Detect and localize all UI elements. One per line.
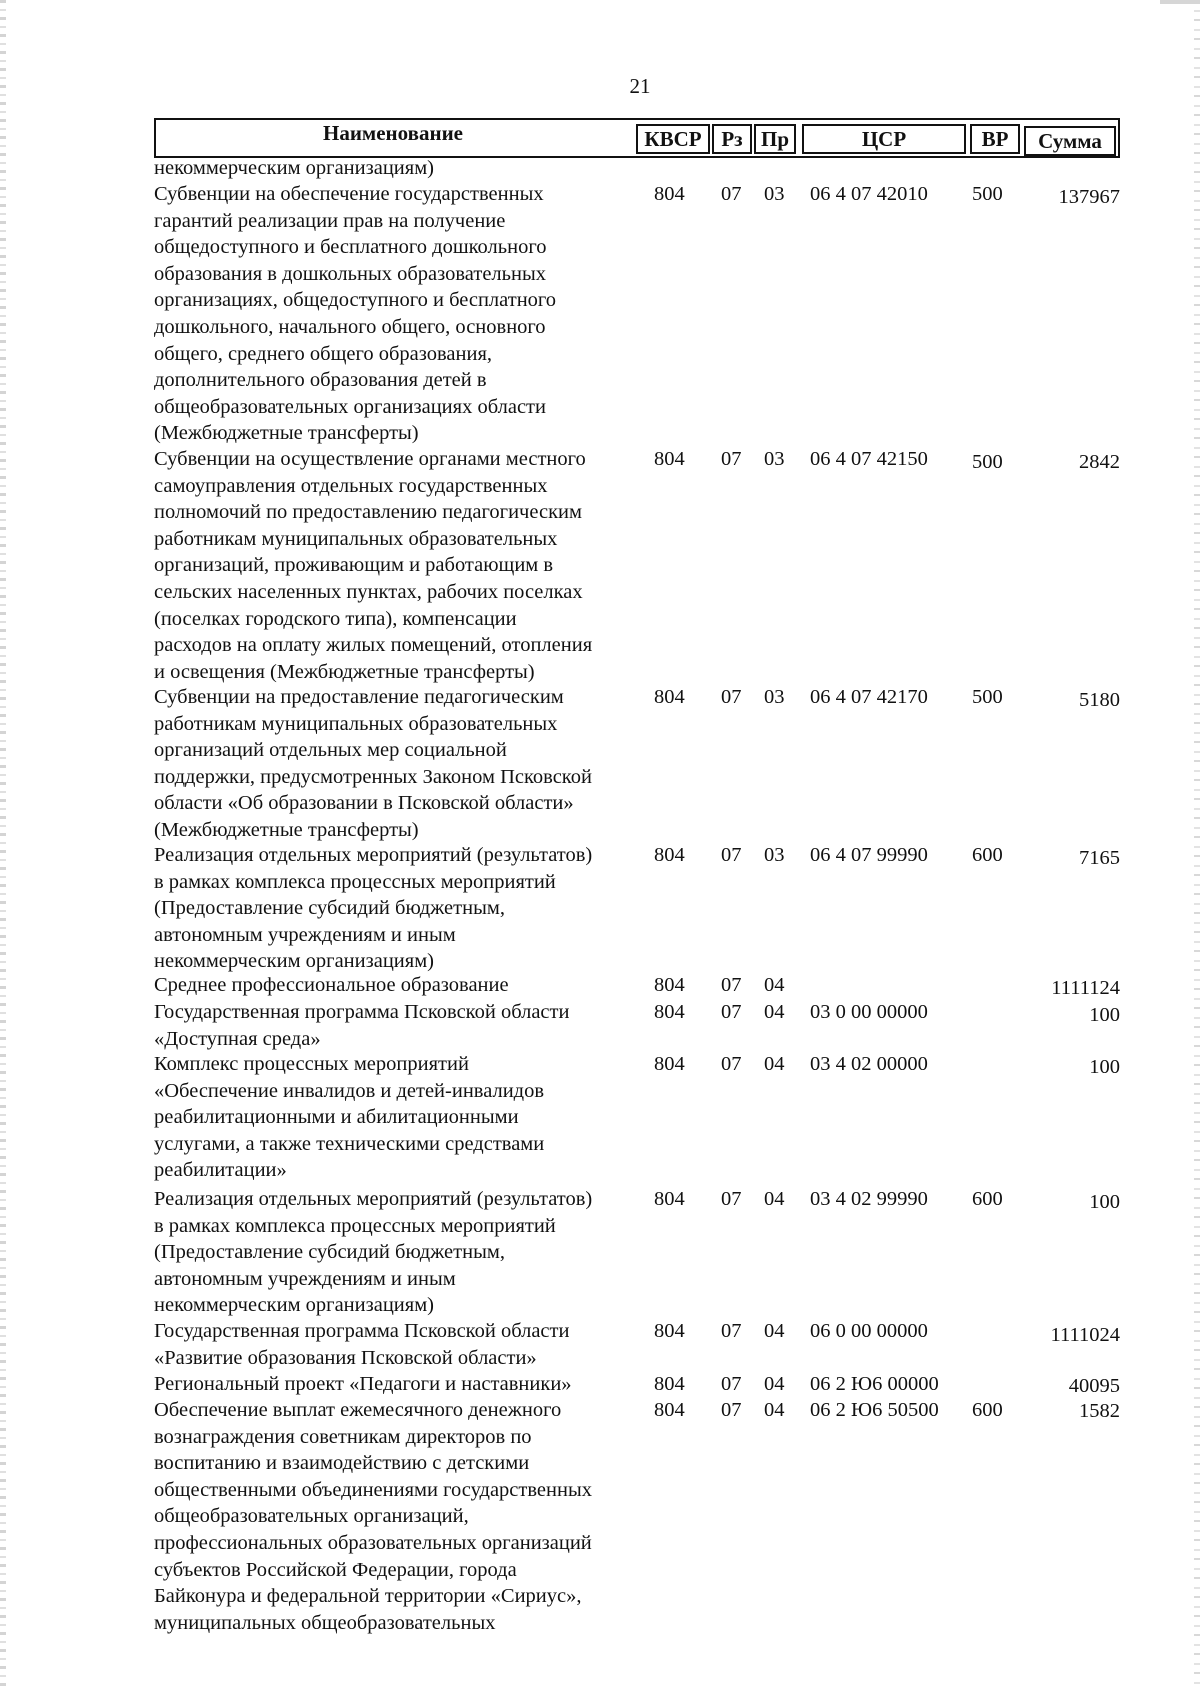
row-pr: 04 <box>764 1373 785 1395</box>
row-name: Реализация отдельных мероприятий (результатов) в рамках комплекса процессных мероприятий (Предоставление субсидий бюджетным, автономным учреждениям и иным некоммерческим организациям) <box>154 1188 593 1317</box>
header-csr: ЦСР <box>802 124 966 154</box>
row-kvsr: 804 <box>654 974 685 996</box>
row-sum: 2842 <box>1079 451 1120 473</box>
row-sum: 100 <box>1089 1056 1120 1078</box>
row-csr: 06 2 Ю6 00000 <box>810 1373 939 1395</box>
row-sum: 40095 <box>1068 1375 1120 1397</box>
row-sum: 5180 <box>1079 689 1120 711</box>
row-csr: 06 4 07 42170 <box>810 686 928 708</box>
row-csr: 06 4 07 99990 <box>810 844 928 866</box>
row-kvsr: 804 <box>654 1053 685 1075</box>
row-name: некоммерческим организациям) <box>154 157 434 179</box>
row-pr: 04 <box>764 1320 785 1342</box>
row-rz: 07 <box>721 183 742 205</box>
header-sum: Сумма <box>1024 126 1116 156</box>
row-kvsr: 804 <box>654 183 685 205</box>
row-kvsr: 804 <box>654 1373 685 1395</box>
row-sum: 7165 <box>1079 847 1120 869</box>
row-sum: 100 <box>1089 1004 1120 1026</box>
row-pr: 03 <box>764 844 785 866</box>
row-rz: 07 <box>721 974 742 996</box>
header-name: Наименование <box>323 121 463 145</box>
row-rz: 07 <box>721 1399 742 1421</box>
row-name: Субвенции на осуществление органами местного самоуправления отдельных государственных полномочий по предоставлению педагогическим работникам муниципальных образовательных организаций, проживающим и работающим в сельских населенных пунктах, рабочих поселках (поселках городского типа), компенсации расходов на оплату жилых помещений, отопления и освещения (Межбюджетные трансферты) <box>154 448 593 683</box>
scan-edge-left <box>0 0 6 1686</box>
page-number: 21 <box>629 74 651 98</box>
header-pr: Пр <box>754 124 796 154</box>
row-vr: 600 <box>972 1399 1003 1421</box>
row-name: Субвенции на обеспечение государственных гарантий реализации прав на получение общедоступного и бесплатного дошкольного образования в дошкольных образовательных организациях, общедоступного и бесплатного дошкольного, начального общего, основного общего, среднего общего образования, дополнительного образования детей в общеобразовательных организациях области (Межбюджетные трансферты) <box>154 183 557 445</box>
row-csr: 06 4 07 42150 <box>810 448 928 470</box>
row-sum: 1111024 <box>1050 1324 1120 1346</box>
header-rz: Рз <box>712 124 752 154</box>
row-rz: 07 <box>721 686 742 708</box>
row-rz: 07 <box>721 1001 742 1023</box>
row-rz: 07 <box>721 1373 742 1395</box>
row-name: Среднее профессиональное образование <box>154 974 509 996</box>
row-csr: 06 0 00 00000 <box>810 1320 928 1342</box>
row-rz: 07 <box>721 448 742 470</box>
row-rz: 07 <box>721 844 742 866</box>
row-vr: 500 <box>972 451 1003 473</box>
row-name: Обеспечение выплат ежемесячного денежного вознаграждения советникам директоров по воспитанию и взаимодействию с детскими общественными объединениями государственных общеобразовательных организаций, профессиональных образовательных организаций субъектов Российской Федерации, города Байконура и федеральной территории «Сириус», муниципальных общеобразовательных <box>154 1399 592 1634</box>
row-sum: 100 <box>1089 1191 1120 1213</box>
row-csr: 03 0 00 00000 <box>810 1001 928 1023</box>
row-pr: 03 <box>764 448 785 470</box>
row-name: Государственная программа Псковской области «Развитие образования Псковской области» <box>154 1320 570 1369</box>
row-kvsr: 804 <box>654 1188 685 1210</box>
row-kvsr: 804 <box>654 1001 685 1023</box>
row-vr: 500 <box>972 686 1003 708</box>
row-vr: 500 <box>972 183 1003 205</box>
row-pr: 03 <box>764 686 785 708</box>
row-rz: 07 <box>721 1320 742 1342</box>
row-name: Государственная программа Псковской области «Доступная среда» <box>154 1001 570 1050</box>
row-name: Комплекс процессных мероприятий «Обеспечение инвалидов и детей-инвалидов реабилитационными и абилитационными услугами, а также техническими средствами реабилитации» <box>154 1053 545 1182</box>
header-vr: ВР <box>970 124 1020 154</box>
row-name: Региональный проект «Педагоги и наставники» <box>154 1373 572 1395</box>
row-csr: 06 4 07 42010 <box>810 183 928 205</box>
row-csr: 03 4 02 99990 <box>810 1188 928 1210</box>
scan-edge-top <box>1160 0 1200 4</box>
row-csr: 03 4 02 00000 <box>810 1053 928 1075</box>
row-sum: 1582 <box>1079 1400 1120 1422</box>
row-name: Субвенции на предоставление педагогическим работникам муниципальных образовательных организаций отдельных мер социальной поддержки, предусмотренных Законом Псковской области «Об образовании в Псковской области» (Межбюджетные трансферты) <box>154 686 592 841</box>
row-kvsr: 804 <box>654 686 685 708</box>
row-vr: 600 <box>972 844 1003 866</box>
row-kvsr: 804 <box>654 448 685 470</box>
row-sum: 1111124 <box>1051 977 1120 999</box>
row-csr: 06 2 Ю6 50500 <box>810 1399 939 1421</box>
row-kvsr: 804 <box>654 1399 685 1421</box>
row-rz: 07 <box>721 1188 742 1210</box>
row-kvsr: 804 <box>654 844 685 866</box>
row-kvsr: 804 <box>654 1320 685 1342</box>
row-name: Реализация отдельных мероприятий (результатов) в рамках комплекса процессных мероприятий (Предоставление субсидий бюджетным, автономным учреждениям и иным некоммерческим организациям) <box>154 844 593 973</box>
row-pr: 04 <box>764 974 785 996</box>
row-pr: 03 <box>764 183 785 205</box>
row-pr: 04 <box>764 1001 785 1023</box>
scan-edge-right <box>1194 0 1200 1686</box>
row-rz: 07 <box>721 1053 742 1075</box>
row-pr: 04 <box>764 1399 785 1421</box>
header-kvsr: КВСР <box>636 124 710 154</box>
row-pr: 04 <box>764 1053 785 1075</box>
row-vr: 600 <box>972 1188 1003 1210</box>
row-sum: 137967 <box>1058 186 1120 208</box>
row-pr: 04 <box>764 1188 785 1210</box>
